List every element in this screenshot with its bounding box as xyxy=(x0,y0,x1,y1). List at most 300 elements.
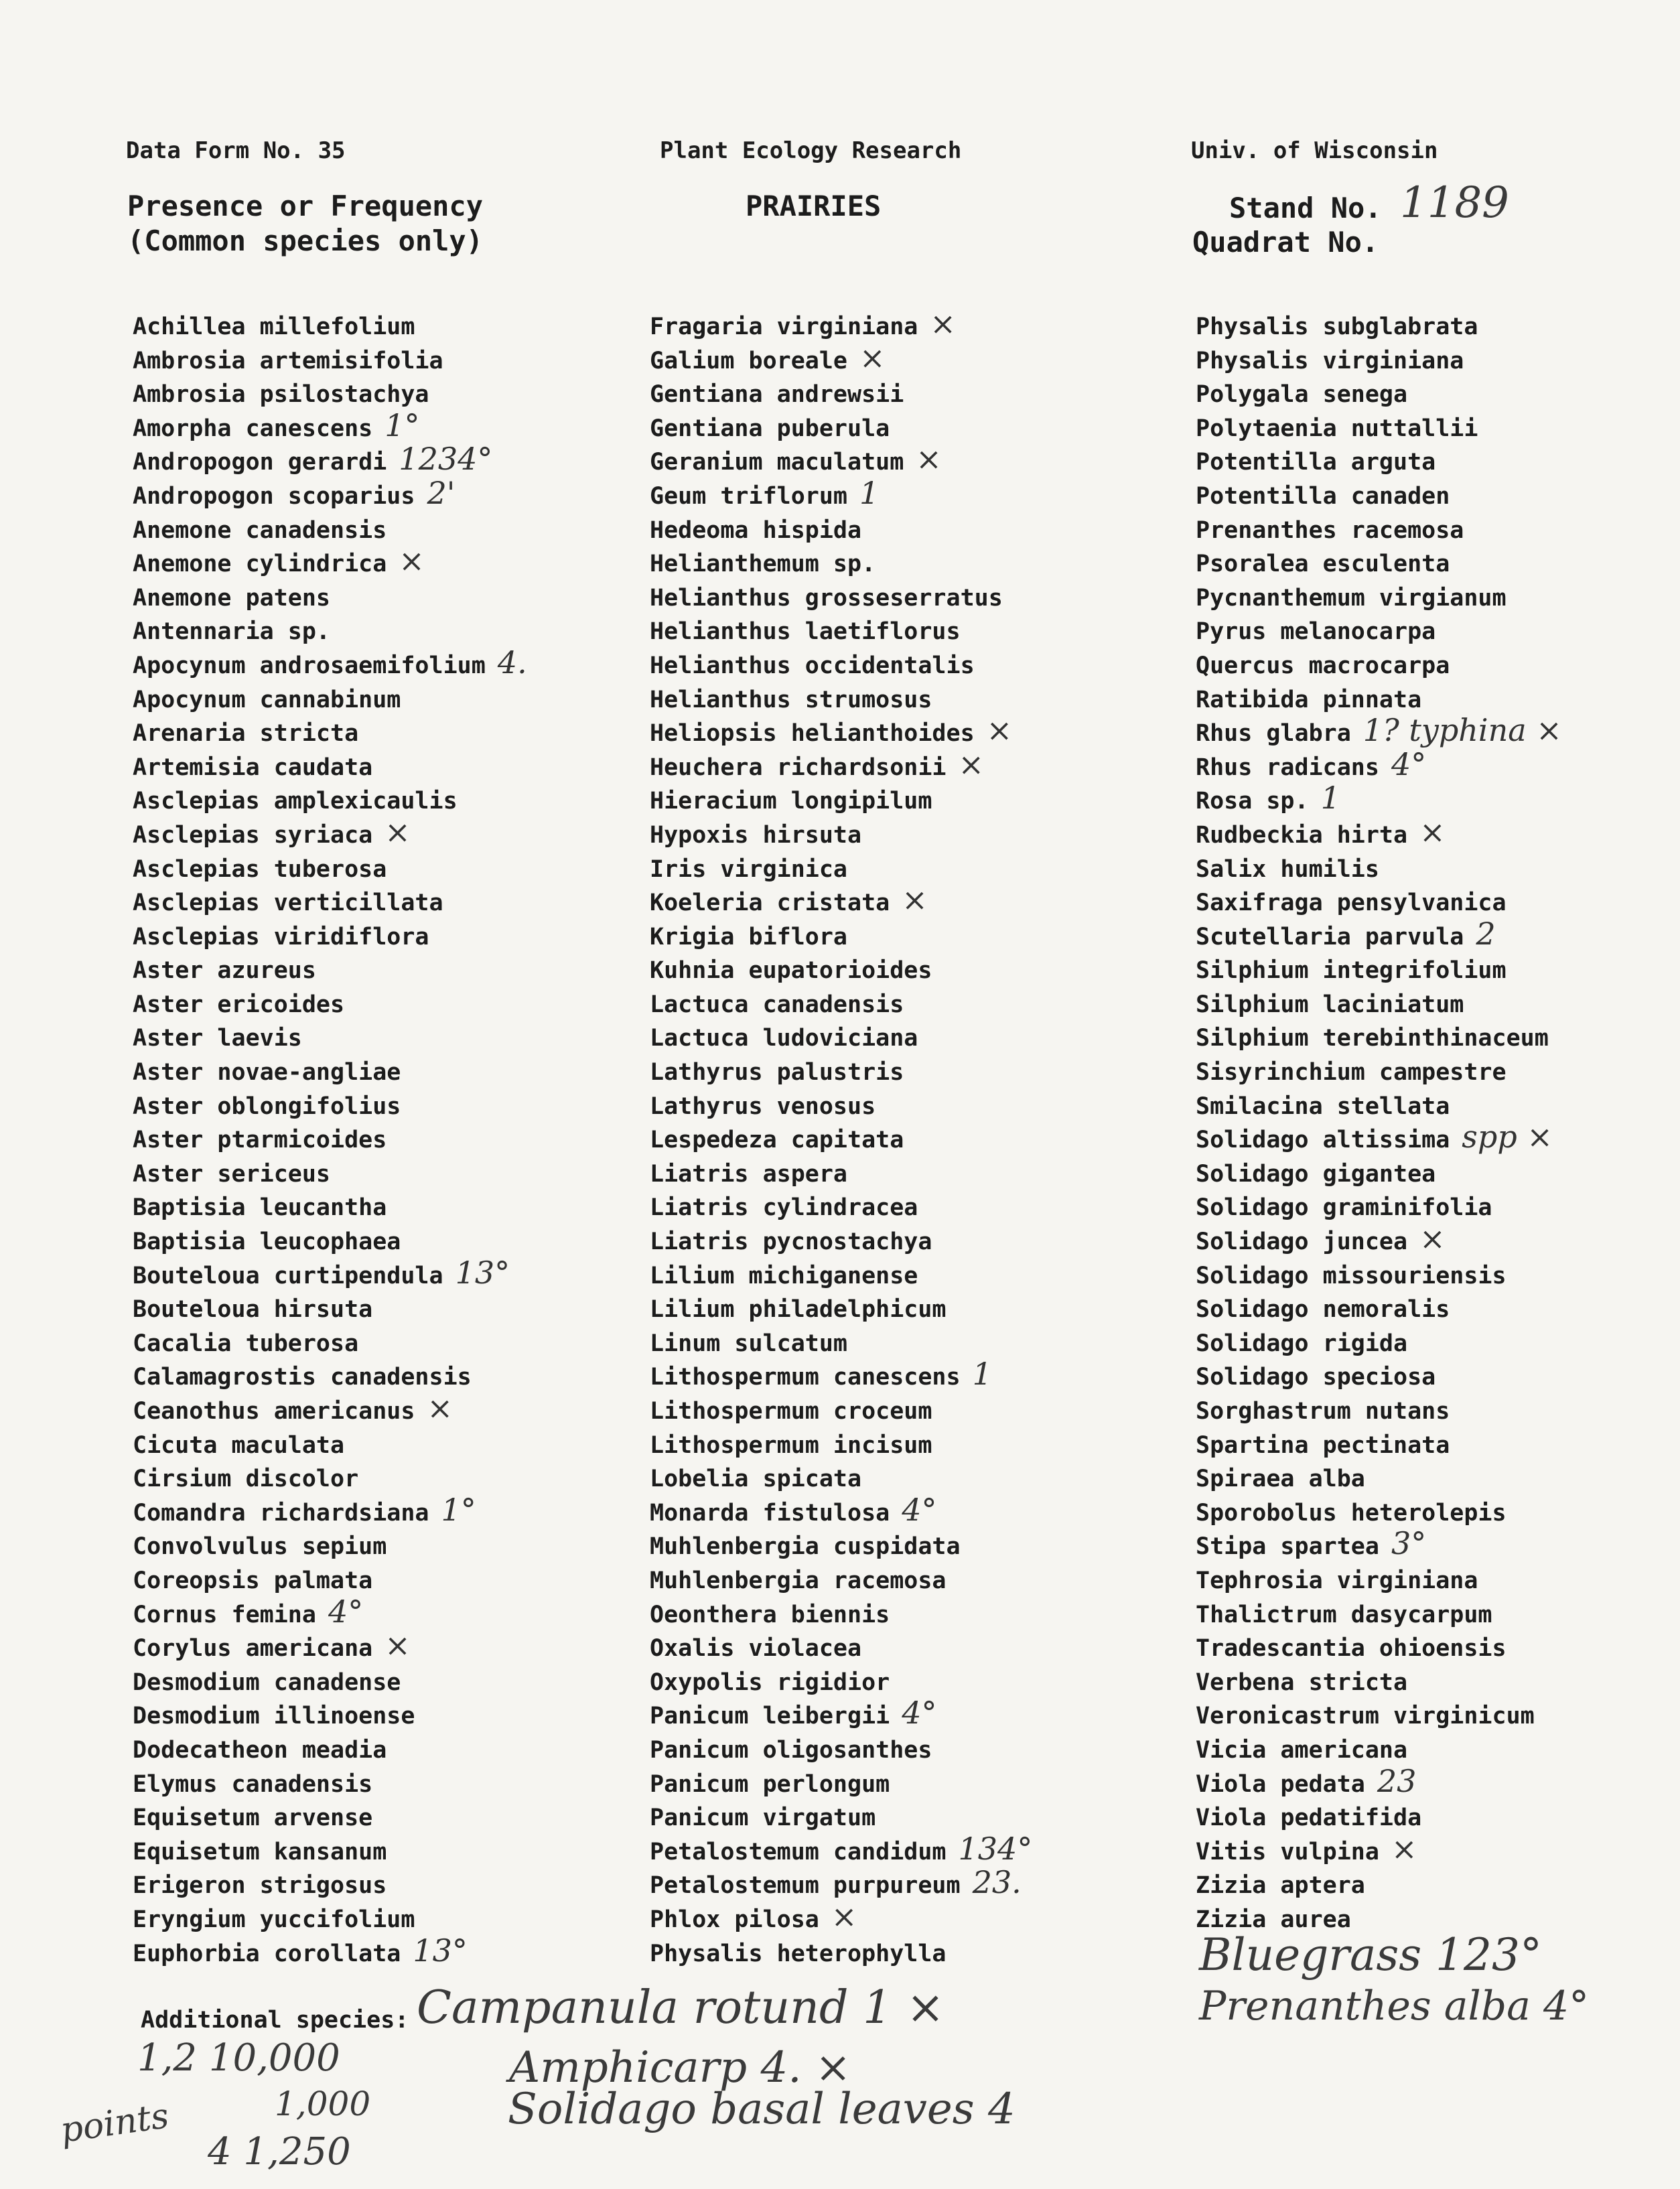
species-row xyxy=(650,442,1032,476)
species-row xyxy=(650,510,1032,545)
species-row xyxy=(1196,1865,1562,1900)
species-row xyxy=(1196,1527,1562,1561)
species-row xyxy=(1196,1188,1562,1222)
species-row xyxy=(133,1764,527,1798)
species-name: Lithospermum croceum xyxy=(650,1398,932,1425)
species-name: Hedeoma hispida xyxy=(650,516,862,544)
species-name: Thalictrum dasycarpum xyxy=(1196,1601,1492,1628)
handwritten-number-3: 4 1,250 xyxy=(208,2130,351,2174)
species-row xyxy=(133,1730,527,1764)
species-row xyxy=(1196,1222,1562,1256)
species-name: Koeleria cristata xyxy=(650,890,890,917)
species-name: Sisyrinchium campestre xyxy=(1196,1059,1507,1086)
species-name: Veronicastrum virginicum xyxy=(1196,1703,1535,1730)
handwritten-mark: × xyxy=(859,339,886,376)
species-row xyxy=(133,1222,527,1256)
handwritten-mark: × xyxy=(902,881,928,918)
species-row xyxy=(650,1324,1032,1358)
species-name: Calamagrostis canadensis xyxy=(133,1364,472,1391)
species-name: Helianthus occidentalis xyxy=(650,652,975,679)
species-row xyxy=(1196,1289,1562,1324)
species-name: Artemisia caudata xyxy=(133,754,373,781)
species-name: Monarda fistulosa xyxy=(650,1499,890,1527)
species-name: Apocynum androsaemifolium xyxy=(133,652,486,679)
handwritten-mark: 1 xyxy=(1320,780,1340,817)
species-name: Oxypolis rigidior xyxy=(650,1669,890,1696)
species-name: Gentiana andrewsii xyxy=(650,381,904,409)
species-row xyxy=(1196,307,1562,341)
species-row xyxy=(650,1459,1032,1493)
species-name: Silphium laciniatum xyxy=(1196,991,1464,1018)
species-row xyxy=(650,1256,1032,1290)
species-row xyxy=(133,1289,527,1324)
species-name: Rhus radicans xyxy=(1196,754,1379,781)
species-name: Lilium philadelphicum xyxy=(650,1296,947,1324)
species-name: Ambrosia artemisifolia xyxy=(133,347,443,374)
species-name: Helianthus grosseserratus xyxy=(650,584,1003,612)
handwritten-mark: 134° xyxy=(958,1830,1033,1867)
species-name: Hypoxis hirsuta xyxy=(650,821,862,849)
species-row xyxy=(133,1120,527,1154)
species-name: Amorpha canescens xyxy=(133,415,373,442)
species-name: Cirsium discolor xyxy=(133,1466,359,1493)
species-row xyxy=(1196,510,1562,545)
species-row xyxy=(650,1154,1032,1188)
form-number: Data Form No. 35 xyxy=(126,137,346,164)
species-name: Muhlenbergia racemosa xyxy=(650,1567,947,1594)
species-row xyxy=(133,815,527,849)
species-row xyxy=(1196,917,1562,951)
species-name: Cicuta maculata xyxy=(133,1431,345,1459)
species-row xyxy=(133,849,527,884)
species-row xyxy=(1196,950,1562,985)
species-row xyxy=(133,578,527,612)
handwritten-mark: 4. xyxy=(497,644,527,681)
species-row xyxy=(650,680,1032,714)
species-row xyxy=(650,1730,1032,1764)
species-row xyxy=(133,1018,527,1052)
species-row xyxy=(650,713,1032,748)
species-row xyxy=(650,1663,1032,1697)
species-row xyxy=(1196,1798,1562,1832)
species-column-1 xyxy=(133,307,527,1967)
species-row xyxy=(1196,1052,1562,1086)
species-name: Zizia aptera xyxy=(1196,1872,1365,1900)
species-row xyxy=(650,1865,1032,1900)
species-name: Elymus canadensis xyxy=(133,1770,373,1798)
handwritten-mark: 2' xyxy=(427,474,456,511)
species-row xyxy=(133,1188,527,1222)
species-name: Zizia aurea xyxy=(1196,1906,1351,1933)
species-row xyxy=(133,307,527,341)
species-name: Lathyrus palustris xyxy=(650,1059,904,1086)
species-row xyxy=(650,476,1032,510)
species-name: Cornus femina xyxy=(133,1601,316,1628)
species-row xyxy=(133,1493,527,1527)
handwritten-solidago: Solidago basal leaves 4 xyxy=(508,2085,1016,2134)
species-name: Viola pedatifida xyxy=(1196,1805,1422,1832)
species-name: Asclepias tuberosa xyxy=(133,855,387,883)
species-row xyxy=(650,646,1032,680)
species-row xyxy=(650,985,1032,1019)
species-name: Rhus glabra xyxy=(1196,720,1351,748)
species-row xyxy=(133,1561,527,1595)
species-row xyxy=(133,1865,527,1900)
handwritten-mark: 1 xyxy=(859,474,880,511)
species-name: Geranium maculatum xyxy=(650,449,904,476)
species-name: Iris virginica xyxy=(650,855,848,883)
species-name: Galium boreale xyxy=(650,347,848,374)
species-name: Silphium integrifolium xyxy=(1196,957,1507,985)
species-name: Fragaria virginiana xyxy=(650,313,918,340)
species-row xyxy=(650,307,1032,341)
species-row xyxy=(133,1900,527,1934)
species-name: Physalis virginiana xyxy=(1196,347,1464,374)
species-name: Panicum virgatum xyxy=(650,1805,876,1832)
species-name: Solidago rigida xyxy=(1196,1330,1408,1357)
stand-number-handwritten: 1189 xyxy=(1400,178,1509,228)
species-name: Smilacina stellata xyxy=(1196,1092,1450,1120)
species-name: Solidago missouriensis xyxy=(1196,1262,1507,1289)
species-name: Desmodium canadense xyxy=(133,1669,401,1696)
species-row xyxy=(650,950,1032,985)
species-row xyxy=(1196,1832,1562,1866)
species-name: Erigeron strigosus xyxy=(133,1872,387,1900)
species-row xyxy=(1196,1154,1562,1188)
species-name: Krigia biflora xyxy=(650,923,848,950)
species-name: Anemone canadensis xyxy=(133,516,387,544)
handwritten-mark: 1° xyxy=(441,1491,476,1528)
species-name: Hieracium longipilum xyxy=(650,788,932,815)
species-row xyxy=(650,1934,1032,1968)
species-name: Andropogon scoparius xyxy=(133,482,415,510)
species-name: Solidago gigantea xyxy=(1196,1160,1436,1188)
species-row xyxy=(650,1425,1032,1460)
species-row xyxy=(133,1628,527,1663)
handwritten-bluegrass: Bluegrass 123° xyxy=(1199,1929,1543,1981)
species-name: Arenaria stricta xyxy=(133,720,359,748)
species-name: Psoralea esculenta xyxy=(1196,551,1450,578)
species-name: Anemone cylindrica xyxy=(133,551,387,578)
species-name: Rosa sp. xyxy=(1196,788,1309,815)
species-row xyxy=(1196,1018,1562,1052)
species-row xyxy=(133,883,527,917)
species-name: Rudbeckia hirta xyxy=(1196,821,1408,849)
species-row xyxy=(1196,815,1562,849)
species-name: Panicum leibergii xyxy=(650,1703,890,1730)
species-name: Aster novae-angliae xyxy=(133,1059,401,1086)
species-row xyxy=(650,1018,1032,1052)
species-name: Pycnanthemum virgianum xyxy=(1196,584,1507,612)
species-row xyxy=(650,578,1032,612)
species-row xyxy=(1196,1357,1562,1391)
species-name: Aster oblongifolius xyxy=(133,1092,401,1120)
handwritten-number-1: 1,2 10,000 xyxy=(137,2036,340,2080)
species-row xyxy=(133,476,527,510)
species-row xyxy=(1196,1663,1562,1697)
species-name: Ambrosia psilostachya xyxy=(133,381,429,409)
handwritten-mark: × xyxy=(399,543,425,579)
species-name: Phlox pilosa xyxy=(650,1906,819,1933)
species-row xyxy=(1196,1764,1562,1798)
species-row xyxy=(1196,1459,1562,1493)
species-row xyxy=(650,849,1032,884)
species-row xyxy=(650,917,1032,951)
species-name: Sorghastrum nutans xyxy=(1196,1398,1450,1425)
species-row xyxy=(1196,849,1562,884)
species-name: Geum triflorum xyxy=(650,482,848,510)
species-name: Ratibida pinnata xyxy=(1196,686,1422,713)
species-name: Gentiana puberula xyxy=(650,415,890,442)
species-row xyxy=(1196,748,1562,782)
species-name: Potentilla canaden xyxy=(1196,482,1450,510)
handwritten-mark: 23 xyxy=(1377,1762,1417,1799)
species-name: Aster azureus xyxy=(133,957,316,985)
species-name: Polygala senega xyxy=(1196,381,1408,409)
species-row xyxy=(133,612,527,646)
species-row xyxy=(1196,1391,1562,1425)
species-row xyxy=(1196,713,1562,748)
species-name: Oeonthera biennis xyxy=(650,1601,890,1628)
species-row xyxy=(133,1324,527,1358)
program-name: Plant Ecology Research xyxy=(660,137,962,164)
species-name: Comandra richardsiana xyxy=(133,1499,429,1527)
species-name: Solidago altissima xyxy=(1196,1127,1450,1154)
species-row xyxy=(1196,1324,1562,1358)
species-row xyxy=(133,1595,527,1629)
handwritten-mark: × xyxy=(831,1898,857,1934)
species-name: Coreopsis palmata xyxy=(133,1567,373,1594)
species-name: Aster laevis xyxy=(133,1025,302,1052)
species-name: Lathyrus venosus xyxy=(650,1092,876,1120)
species-row xyxy=(133,544,527,578)
species-row xyxy=(1196,1561,1562,1595)
species-name: Spiraea alba xyxy=(1196,1466,1365,1493)
species-name: Lithospermum canescens xyxy=(650,1364,961,1391)
species-name: Anemone patens xyxy=(133,584,331,612)
species-name: Cacalia tuberosa xyxy=(133,1330,359,1357)
species-name: Dodecatheon meadia xyxy=(133,1736,387,1764)
species-row xyxy=(650,1086,1032,1121)
species-row xyxy=(1196,985,1562,1019)
handwritten-amphicarp: Amphicarp 4. × xyxy=(509,2043,851,2093)
species-row xyxy=(1196,612,1562,646)
handwritten-mark: 13° xyxy=(413,1932,468,1969)
handwritten-mark: × xyxy=(1391,1830,1417,1867)
handwritten-mark: 23. xyxy=(972,1864,1022,1901)
species-row xyxy=(650,1222,1032,1256)
handwritten-mark: 2 xyxy=(1476,915,1496,952)
handwritten-mark: 1 xyxy=(972,1356,992,1393)
species-row xyxy=(133,1696,527,1730)
species-name: Vicia americana xyxy=(1196,1736,1408,1764)
species-row xyxy=(1196,409,1562,443)
handwritten-mark: 1? typhina × xyxy=(1362,712,1562,749)
species-name: Liatris cylindracea xyxy=(650,1194,918,1222)
species-name: Lactuca canadensis xyxy=(650,991,904,1018)
species-row xyxy=(650,748,1032,782)
handwritten-mark: × xyxy=(958,746,985,782)
handwritten-mark: 4° xyxy=(902,1491,937,1528)
species-row xyxy=(650,1628,1032,1663)
species-name: Salix humilis xyxy=(1196,855,1379,883)
species-name: Eryngium yuccifolium xyxy=(133,1906,415,1933)
species-name: Panicum oligosanthes xyxy=(650,1736,932,1764)
species-row xyxy=(650,1527,1032,1561)
species-name: Kuhnia eupatorioides xyxy=(650,957,932,985)
species-name: Lobelia spicata xyxy=(650,1466,862,1493)
species-name: Lespedeza capitata xyxy=(650,1127,904,1154)
species-name: Aster ericoides xyxy=(133,991,345,1018)
species-name: Heuchera richardsonii xyxy=(650,754,947,781)
species-row xyxy=(650,1289,1032,1324)
species-name: Solidago nemoralis xyxy=(1196,1296,1450,1324)
species-row xyxy=(1196,1493,1562,1527)
handwritten-mark: 1234° xyxy=(399,441,493,478)
species-name: Liatris aspera xyxy=(650,1160,848,1188)
species-row xyxy=(1196,374,1562,409)
species-name: Scutellaria parvula xyxy=(1196,923,1464,950)
species-row xyxy=(133,950,527,985)
species-name: Muhlenbergia cuspidata xyxy=(650,1533,961,1561)
species-name: Corylus americana xyxy=(133,1635,373,1663)
species-name: Prenanthes racemosa xyxy=(1196,516,1464,544)
species-name: Linum sulcatum xyxy=(650,1330,848,1357)
species-row xyxy=(1196,578,1562,612)
species-row xyxy=(650,612,1032,646)
form-type: PRAIRIES xyxy=(746,190,882,222)
species-row xyxy=(1196,1628,1562,1663)
species-row xyxy=(133,1086,527,1121)
species-name: Helianthus strumosus xyxy=(650,686,932,713)
species-name: Viola pedata xyxy=(1196,1770,1365,1798)
species-name: Asclepias amplexicaulis xyxy=(133,788,458,815)
species-name: Ceanothus americanus xyxy=(133,1398,415,1425)
species-row xyxy=(650,1595,1032,1629)
handwritten-mark: 3° xyxy=(1391,1525,1427,1562)
species-row xyxy=(133,1425,527,1460)
species-row xyxy=(1196,883,1562,917)
species-row xyxy=(1196,1900,1562,1934)
species-name: Bouteloua hirsuta xyxy=(133,1296,373,1324)
species-name: Solidago graminifolia xyxy=(1196,1194,1492,1222)
species-name: Baptisia leucantha xyxy=(133,1194,387,1222)
species-name: Equisetum arvense xyxy=(133,1805,373,1832)
species-row xyxy=(133,1798,527,1832)
additional-species-label: Additional species: xyxy=(141,2007,409,2034)
species-column-2 xyxy=(650,307,1032,1967)
species-name: Aster sericeus xyxy=(133,1160,331,1188)
species-row xyxy=(1196,1120,1562,1154)
handwritten-points: points xyxy=(58,2095,171,2151)
species-row xyxy=(1196,1425,1562,1460)
species-row xyxy=(133,917,527,951)
species-row xyxy=(650,1188,1032,1222)
species-row xyxy=(650,1696,1032,1730)
species-row xyxy=(133,1256,527,1290)
species-row xyxy=(650,544,1032,578)
handwritten-mark: spp × xyxy=(1462,1119,1553,1155)
species-row xyxy=(1196,1595,1562,1629)
species-name: Quercus macrocarpa xyxy=(1196,652,1450,679)
species-row xyxy=(650,1832,1032,1866)
species-row xyxy=(133,680,527,714)
institution: Univ. of Wisconsin xyxy=(1191,137,1438,164)
species-name: Baptisia leucophaea xyxy=(133,1228,401,1256)
handwritten-mark: × xyxy=(384,813,411,850)
species-row xyxy=(133,713,527,748)
species-row xyxy=(133,341,527,375)
species-name: Solidago juncea xyxy=(1196,1228,1408,1256)
species-row xyxy=(133,374,527,409)
species-row xyxy=(1196,544,1562,578)
species-name: Euphorbia corollata xyxy=(133,1940,401,1967)
form-title-line-2: (Common species only) xyxy=(127,224,484,257)
stand-label: Stand No. xyxy=(1229,192,1382,224)
species-row xyxy=(133,1832,527,1866)
species-row xyxy=(133,409,527,443)
handwritten-mark: 4° xyxy=(1391,746,1427,782)
species-row xyxy=(133,985,527,1019)
species-name: Asclepias verticillata xyxy=(133,890,443,917)
handwritten-mark: 4° xyxy=(328,1593,364,1630)
species-row xyxy=(650,1798,1032,1832)
species-name: Liatris pycnostachya xyxy=(650,1228,932,1256)
species-row xyxy=(650,1357,1032,1391)
handwritten-mark: × xyxy=(986,712,1013,749)
species-name: Helianthus laetiflorus xyxy=(650,618,961,646)
handwritten-mark: 1° xyxy=(384,407,420,443)
species-row xyxy=(133,1154,527,1188)
species-row xyxy=(1196,646,1562,680)
species-row xyxy=(133,781,527,815)
species-name: Physalis subglabrata xyxy=(1196,313,1478,340)
species-name: Saxifraga pensylvanica xyxy=(1196,890,1507,917)
species-row xyxy=(133,1459,527,1493)
species-row xyxy=(1196,1730,1562,1764)
species-row xyxy=(650,409,1032,443)
species-row xyxy=(133,1052,527,1086)
species-row xyxy=(650,1900,1032,1934)
species-name: Helianthemum sp. xyxy=(650,551,876,578)
species-row xyxy=(650,883,1032,917)
species-name: Apocynum cannabinum xyxy=(133,686,401,713)
handwritten-prenanthes: Prenanthes alba 4° xyxy=(1199,1983,1590,2030)
species-row xyxy=(650,374,1032,409)
handwritten-mark: × xyxy=(384,1627,411,1664)
species-name: Desmodium illinoense xyxy=(133,1703,415,1730)
species-row xyxy=(1196,442,1562,476)
species-name: Heliopsis helianthoides xyxy=(650,720,975,748)
species-row xyxy=(133,442,527,476)
handwritten-mark: 13° xyxy=(455,1254,510,1291)
species-name: Asclepias viridiflora xyxy=(133,923,429,950)
species-row xyxy=(1196,341,1562,375)
species-name: Verbena stricta xyxy=(1196,1669,1408,1696)
species-row xyxy=(133,1663,527,1697)
handwritten-campanula: Campanula rotund 1 × xyxy=(417,1981,944,2034)
species-name: Antennaria sp. xyxy=(133,618,331,646)
species-name: Oxalis violacea xyxy=(650,1635,862,1663)
species-row xyxy=(133,1391,527,1425)
species-name: Vitis vulpina xyxy=(1196,1838,1379,1865)
species-name: Tephrosia virginiana xyxy=(1196,1567,1478,1594)
species-row xyxy=(1196,476,1562,510)
species-row xyxy=(1196,680,1562,714)
species-row xyxy=(133,1527,527,1561)
handwritten-mark: × xyxy=(930,305,956,342)
species-name: Pyrus melanocarpa xyxy=(1196,618,1436,646)
